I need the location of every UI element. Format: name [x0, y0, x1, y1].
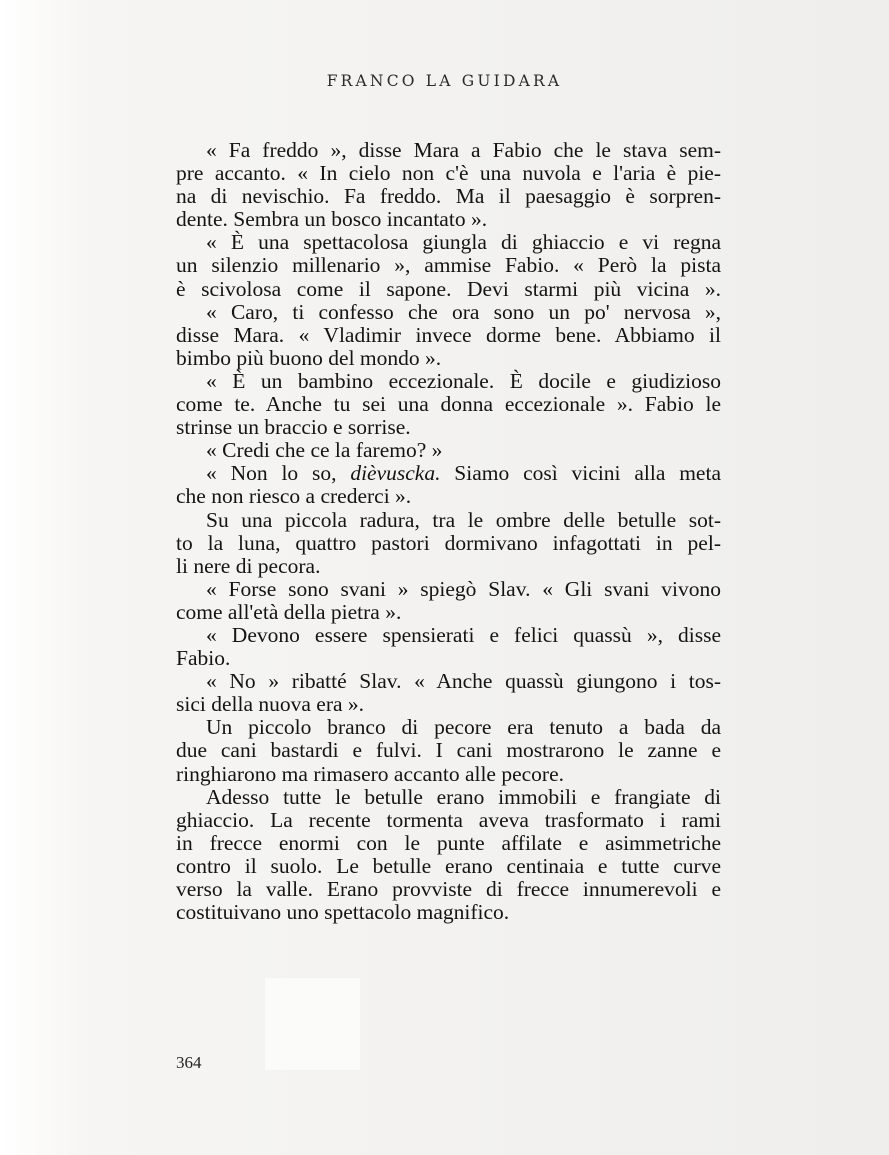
text-line: è scivolosa come il sapone. Devi starmi più vicina ».: [176, 276, 721, 301]
text-line: ringhiarono ma rimasero accanto alle pecore.: [176, 761, 565, 786]
text-line: « Credi che ce la faremo? »: [206, 438, 443, 463]
text-line: Su una piccola radura, tra le ombre delle betulle sot-: [206, 507, 721, 532]
text-line: « È un bambino eccezionale. È docile e giudizioso: [206, 368, 721, 393]
italic-word: dièvuscka.: [350, 461, 441, 486]
text-line: pre accanto. « In cielo non c'è una nuvola e l'aria è pie-: [176, 161, 721, 186]
text-line-part: « Non lo so,: [206, 461, 351, 486]
text-line: disse Mara. « Vladimir invece dorme bene. Abbiamo il: [176, 322, 721, 347]
text-line: « Caro, ti confesso che ora sono un po' nervosa »,: [206, 299, 721, 324]
text-line: ghiaccio. La recente tormenta aveva trasformato i rami: [176, 807, 721, 832]
text-line: Adesso tutte le betulle erano immobili e frangiate di: [206, 784, 721, 809]
text-line: dente. Sembra un bosco incantato ».: [176, 207, 488, 232]
page-number: 364: [176, 1053, 202, 1072]
text-line: li nere di pecora.: [176, 553, 321, 578]
text-line: costituivano uno spettacolo magnifico.: [176, 900, 510, 925]
text-line: come all'età della pietra ».: [176, 599, 402, 624]
text-line: Un piccolo branco di pecore era tenuto a bada da: [206, 715, 721, 740]
text-line: bimbo più buono del mondo ».: [176, 345, 442, 370]
text-line: « Devono essere spensierati e felici quassù », disse: [206, 622, 721, 647]
text-line: che non riesco a crederci ».: [176, 484, 412, 509]
text-line: « Fa freddo », disse Mara a Fabio che le stava sem-: [206, 138, 721, 162]
text-line: contro il suolo. Le betulle erano centinaia e tutte curve: [176, 853, 721, 878]
blank-patch: [265, 978, 360, 1070]
text-line: to la luna, quattro pastori dormivano infagottati in pel-: [176, 530, 721, 555]
text-line: « È una spettacolosa giungla di ghiaccio e vi regna: [206, 230, 721, 255]
text-line: Fabio.: [176, 646, 231, 671]
text-line: [176, 462, 721, 485]
text-line: verso la valle. Erano provviste di frecce innumerevoli e: [176, 877, 721, 901]
text-line: un silenzio millenario », ammise Fabio. « Però la pista: [176, 253, 721, 278]
text-line-part: Siamo così vicini alla meta: [440, 461, 721, 486]
text-line: na di nevischio. Fa freddo. Ma il paesaggio è sorpren-: [176, 184, 721, 209]
text-line: « No » ribatté Slav. « Anche quassù giungono i tos-: [206, 669, 721, 694]
text-line: strinse un braccio e sorrise.: [176, 415, 411, 440]
text-line: come te. Anche tu sei una donna eccezionale ». Fabio le: [176, 392, 721, 417]
text-line: due cani bastardi e fulvi. I cani mostrarono le zanne e: [176, 738, 721, 763]
body-text: [176, 139, 721, 924]
text-line: in frecce enormi con le punte affilate e asimmetriche: [176, 830, 721, 855]
running-head: FRANCO LA GUIDARA: [326, 72, 563, 90]
text-line: sici della nuova era ».: [176, 692, 365, 717]
text-line: « Forse sono svani » spiegò Slav. « Gli svani vivono: [206, 576, 721, 601]
